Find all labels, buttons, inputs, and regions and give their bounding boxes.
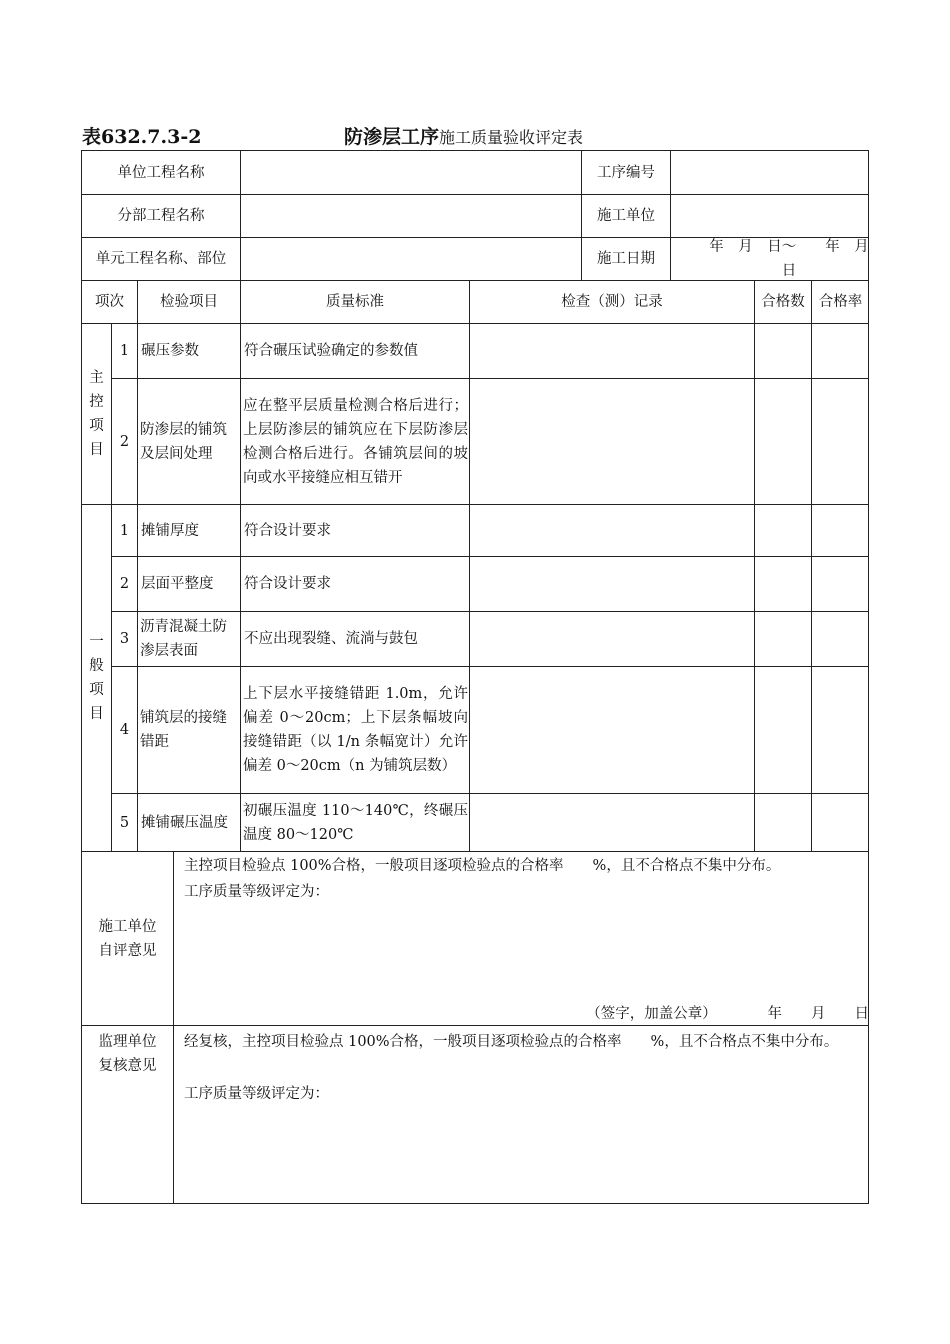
general-row-5-count[interactable] xyxy=(755,794,812,852)
evaluation-table xyxy=(81,150,884,1204)
general-row-5-record[interactable] xyxy=(470,794,755,852)
self-eval-content[interactable] xyxy=(174,852,869,1026)
main-group-char: 项 xyxy=(89,418,104,434)
general-row-4-rate[interactable] xyxy=(812,667,869,794)
general-row-1-rate[interactable] xyxy=(812,505,869,557)
general-row-4-record[interactable] xyxy=(470,667,755,794)
unit-project-label: 单位工程名称 xyxy=(82,151,241,195)
general-row-4-item: 铺筑层的接缝错距 xyxy=(138,667,241,794)
col-standard: 质量标准 xyxy=(241,281,470,324)
general-row-4-count[interactable] xyxy=(755,667,812,794)
col-pass-rate: 合格率 xyxy=(812,281,869,324)
supervision-text1: 经复核，主控项目检验点 100%合格，一般项目逐项检验点的合格率 %，且不合格点不集中分布。 xyxy=(184,1034,839,1050)
main-row-1-item: 碾压参数 xyxy=(138,324,241,379)
supervision-label xyxy=(82,1026,174,1203)
date-value[interactable]: 年 月 日～ 年 月 日 xyxy=(671,238,869,281)
general-row-3-no: 3 xyxy=(112,612,138,667)
general-row-3-count[interactable] xyxy=(755,612,812,667)
main-row-1-rate[interactable] xyxy=(812,324,869,379)
general-row-1-no: 1 xyxy=(112,505,138,557)
main-items-group-label xyxy=(82,324,112,505)
main-row-2-record[interactable] xyxy=(470,379,755,505)
process-no-label: 工序编号 xyxy=(582,151,671,195)
general-row-4-no: 4 xyxy=(112,667,138,794)
main-row-1-record[interactable] xyxy=(470,324,755,379)
main-group-char: 主 xyxy=(89,370,104,386)
col-record: 检查（测）记录 xyxy=(470,281,755,324)
col-item-no: 项次 xyxy=(82,281,138,324)
contractor-value[interactable] xyxy=(671,195,869,238)
main-row-2-rate[interactable] xyxy=(812,379,869,505)
col-pass-count: 合格数 xyxy=(755,281,812,324)
general-row-3-record[interactable] xyxy=(470,612,755,667)
general-row-2-count[interactable] xyxy=(755,557,812,612)
main-group-char: 目 xyxy=(89,442,104,458)
supervision-text2: 工序质量等级评定为： xyxy=(184,1086,329,1102)
col-item: 检验项目 xyxy=(138,281,241,324)
general-row-1-standard: 符合设计要求 xyxy=(241,505,470,557)
general-row-5-no: 5 xyxy=(112,794,138,852)
sub-project-label: 分部工程名称 xyxy=(82,195,241,238)
general-row-2-no: 2 xyxy=(112,557,138,612)
main-row-1-standard: 符合碾压试验确定的参数值 xyxy=(241,324,470,379)
general-row-2-record[interactable] xyxy=(470,557,755,612)
contractor-label: 施工单位 xyxy=(582,195,671,238)
general-row-3-rate[interactable] xyxy=(812,612,869,667)
main-row-1-count[interactable] xyxy=(755,324,812,379)
supervision-label-line: 复核意见 xyxy=(98,1058,157,1074)
general-row-3-standard: 不应出现裂缝、流淌与鼓包 xyxy=(241,612,470,667)
date-label: 施工日期 xyxy=(582,238,671,281)
title-row xyxy=(82,122,872,150)
title-bold: 防渗层工序 xyxy=(344,126,440,148)
supervision-content[interactable] xyxy=(174,1026,869,1203)
general-row-2-rate[interactable] xyxy=(812,557,869,612)
general-row-2-item: 层面平整度 xyxy=(138,557,241,612)
unit-project-value[interactable] xyxy=(241,151,582,195)
general-row-2-standard: 符合设计要求 xyxy=(241,557,470,612)
general-items-group-label xyxy=(82,505,112,852)
general-row-1-item: 摊铺厚度 xyxy=(138,505,241,557)
general-group-char: 目 xyxy=(89,706,104,722)
title-rest: 施工质量验收评定表 xyxy=(439,128,584,147)
general-row-1-record[interactable] xyxy=(470,505,755,557)
general-group-char: 般 xyxy=(89,658,104,674)
self-eval-text2: 工序质量等级评定为： xyxy=(184,884,329,900)
general-row-5-standard: 初碾压温度 110～140℃，终碾压温度 80～120℃ xyxy=(241,794,470,852)
main-row-1-no: 1 xyxy=(112,324,138,379)
main-row-2-item: 防渗层的铺筑及层间处理 xyxy=(138,379,241,505)
element-value[interactable] xyxy=(241,238,582,281)
table-number: 表632.7.3-2 xyxy=(82,126,202,148)
general-group-char: 项 xyxy=(89,682,104,698)
main-row-2-standard: 应在整平层质量检测合格后进行；上层防渗层的铺筑应在下层防渗层检测合格后进行。各铺筑层间的坡向或水平接缝应相互错开 xyxy=(241,379,470,505)
sub-project-value[interactable] xyxy=(241,195,582,238)
general-row-1-count[interactable] xyxy=(755,505,812,557)
main-group-char: 控 xyxy=(89,394,104,410)
self-eval-label xyxy=(82,852,174,1026)
general-row-4-standard: 上下层水平接缝错距 1.0m，允许偏差 0～20cm；上下层条幅坡向接缝错距（以 1/n 条幅宽计）允许偏差 0～20cm（n 为铺筑层数） xyxy=(241,667,470,794)
page-title xyxy=(344,122,583,149)
process-no-value[interactable] xyxy=(671,151,869,195)
general-row-5-item: 摊铺碾压温度 xyxy=(138,794,241,852)
main-row-2-no: 2 xyxy=(112,379,138,505)
self-eval-label-line: 施工单位 xyxy=(98,918,157,935)
self-eval-label-line: 自评意见 xyxy=(98,942,157,959)
general-group-char: 一 xyxy=(89,634,104,650)
supervision-label-line: 监理单位 xyxy=(98,1034,157,1050)
element-label: 单元工程名称、部位 xyxy=(82,238,241,281)
general-row-3-item: 沥青混凝土防渗层表面 xyxy=(138,612,241,667)
self-eval-signature: （签字，加盖公章） 年 月 日 xyxy=(586,1006,869,1022)
general-row-5-rate[interactable] xyxy=(812,794,869,852)
main-row-2-count[interactable] xyxy=(755,379,812,505)
self-eval-text1: 主控项目检验点 100%合格，一般项目逐项检验点的合格率 %，且不合格点不集中分布。 xyxy=(184,858,781,874)
